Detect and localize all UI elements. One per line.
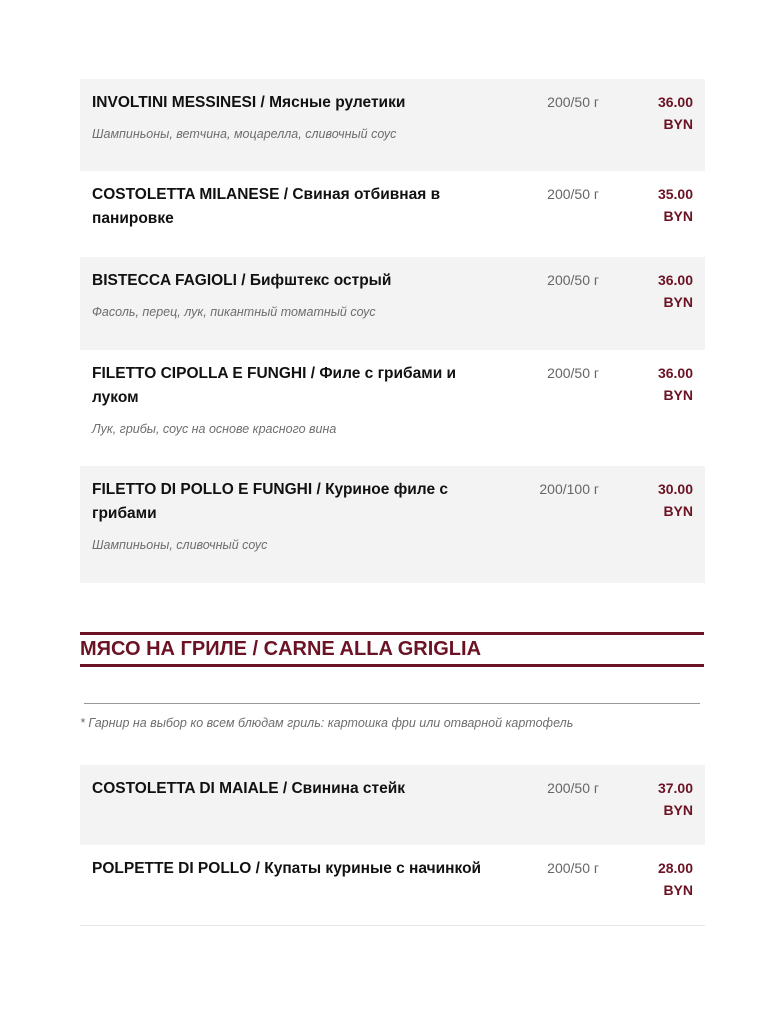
- menu-item-price: [637, 269, 693, 350]
- section-note: * Гарнир на выбор ко всем блюдам гриль: картошка фри или отварной картофель: [80, 716, 574, 730]
- menu-item-weight: 200/50 г: [547, 186, 599, 202]
- menu-item: [80, 466, 705, 583]
- menu-section-2: [80, 765, 705, 925]
- price-value: 28.00: [657, 860, 693, 876]
- price-value: 30.00: [657, 481, 693, 497]
- menu-item-weight: 200/50 г: [547, 365, 599, 381]
- menu-item: [80, 350, 705, 466]
- price-value: 35.00: [657, 186, 693, 202]
- menu-item-price: [637, 478, 693, 583]
- price-currency: BYN: [663, 387, 693, 403]
- menu-item: [80, 765, 705, 845]
- menu-item-weight: 200/50 г: [547, 272, 599, 288]
- menu-item-price: [637, 91, 693, 171]
- price-value: 36.00: [657, 94, 693, 110]
- menu-item: [80, 79, 705, 171]
- menu-item-price: [637, 777, 693, 845]
- menu-item-description: Шампиньоны, сливочный соус: [92, 538, 268, 552]
- menu-item-weight: 200/50 г: [547, 780, 599, 796]
- divider: [84, 703, 700, 704]
- menu-item-name: INVOLTINI MESSINESI / Мясные рулетики: [92, 94, 406, 111]
- divider: [80, 925, 705, 926]
- menu-item-name: FILETTO CIPOLLA E FUNGHI / Филе с грибами и луком: [92, 365, 457, 406]
- menu-section-1: [80, 79, 705, 583]
- menu-item-name: COSTOLETTA MILANESE / Свиная отбивная в панировке: [92, 186, 441, 227]
- menu-item-weight: 200/50 г: [547, 94, 599, 110]
- price-value: 36.00: [657, 272, 693, 288]
- section-title: МЯСО НА ГРИЛЕ / CARNE ALLA GRIGLIA: [80, 632, 704, 667]
- menu-item-price: [637, 857, 693, 925]
- menu-item-price: [637, 362, 693, 466]
- menu-item-description: Фасоль, перец, лук, пикантный томатный соус: [92, 305, 376, 319]
- menu-item: [80, 257, 705, 350]
- price-currency: BYN: [663, 208, 693, 224]
- menu-item-name: FILETTO DI POLLO E FUNGHI / Куриное филе с грибами: [92, 481, 448, 522]
- menu-item: [80, 845, 705, 925]
- menu-item-price: [637, 183, 693, 257]
- price-value: 37.00: [657, 780, 693, 796]
- menu-item-weight: 200/100 г: [539, 481, 599, 497]
- price-currency: BYN: [663, 116, 693, 132]
- menu-item-description: Шампиньоны, ветчина, моцарелла, сливочный соус: [92, 127, 397, 141]
- menu-item-name: POLPETTE DI POLLO / Купаты куриные с начинкой: [92, 860, 482, 877]
- menu-item-description: Лук, грибы, соус на основе красного вина: [92, 422, 337, 436]
- price-currency: BYN: [663, 503, 693, 519]
- price-currency: BYN: [663, 882, 693, 898]
- price-value: 36.00: [657, 365, 693, 381]
- menu-item-name: COSTOLETTA DI MAIALE / Свинина стейк: [92, 780, 406, 797]
- menu-item-weight: 200/50 г: [547, 860, 599, 876]
- menu-item-name: BISTECCA FAGIOLI / Бифштекс острый: [92, 272, 392, 289]
- menu-item: [80, 171, 705, 257]
- price-currency: BYN: [663, 294, 693, 310]
- price-currency: BYN: [663, 802, 693, 818]
